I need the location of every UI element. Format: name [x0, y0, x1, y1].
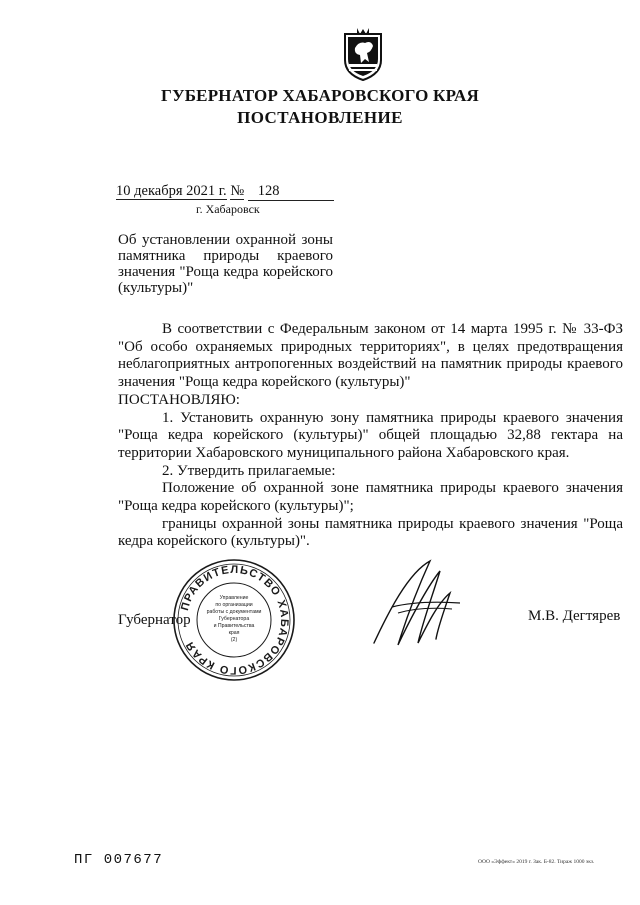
signatory-name: М.В. Дегтярев [528, 608, 621, 624]
coat-of-arms-emblem [341, 26, 385, 82]
date-number-line [116, 183, 334, 201]
svg-text:Губернатора: Губернатора [218, 616, 250, 622]
item-2b-paragraph: границы охранной зоны памятника природы краевого значения "Роща кедра корейского (культуры)". [118, 515, 623, 550]
item-1-paragraph: 1. Установить охранную зону памятника природы краевого значения "Роща кедра корейского (культуры)" общей площадью 32,88 гектара на территории Хабаровского муниципального района Хабаровского края. [118, 409, 623, 461]
printing-info: ООО «Эффект» 2019 г. Зак. Б-82. Тираж 1000 экз. [478, 859, 595, 865]
issuing-authority: ГУБЕРНАТОР ХАБАРОВСКОГО КРАЯ [161, 86, 479, 105]
number-sign: № [230, 183, 245, 199]
document-date: 10 декабря 2021 г. [116, 183, 227, 199]
svg-text:ПРАВИТЕЛЬСТВО ХАБАРОВСКОГО КРА: ПРАВИТЕЛЬСТВО ХАБАРОВСКОГО КРАЯ [178, 563, 291, 677]
svg-text:работы с документами: работы с документами [206, 609, 262, 615]
handwritten-signature [368, 553, 466, 657]
form-serial-number: ПГ 007677 [74, 852, 164, 868]
document-body [118, 321, 623, 551]
svg-text:по организации: по организации [215, 602, 253, 608]
svg-text:и Правительства: и Правительства [213, 623, 255, 629]
document-title: Об установлении охранной зоны памятника природы краевого значения "Роща кедра корейского (культуры)" [118, 232, 333, 296]
preamble-paragraph: В соответствии с Федеральным законом от 14 марта 1995 г. № 33-ФЗ "Об особо охраняемых природных территориях", в целях предотвращения неблагоприятных антропогенных воздействий на памятник природы краевого значения "Роща кедра корейского (культуры)" [118, 321, 623, 391]
decree-word: ПОСТАНОВЛЯЮ: [118, 391, 240, 408]
item-2a-paragraph: Положение об охранной зоне памятника природы краевого значения "Роща кедра корейского (культуры)"; [118, 480, 623, 515]
document-number: 128 [248, 183, 334, 201]
item-2-paragraph: 2. Утвердить прилагаемые: [162, 462, 336, 479]
official-stamp [172, 558, 296, 682]
signatory-position: Губернатор [118, 612, 191, 628]
svg-text:(2): (2) [230, 637, 238, 643]
svg-text:края: края [228, 630, 240, 636]
document-type: ПОСТАНОВЛЕНИЕ [237, 108, 403, 127]
svg-text:Управление: Управление [219, 595, 249, 601]
document-city: г. Хабаровск [196, 202, 260, 216]
